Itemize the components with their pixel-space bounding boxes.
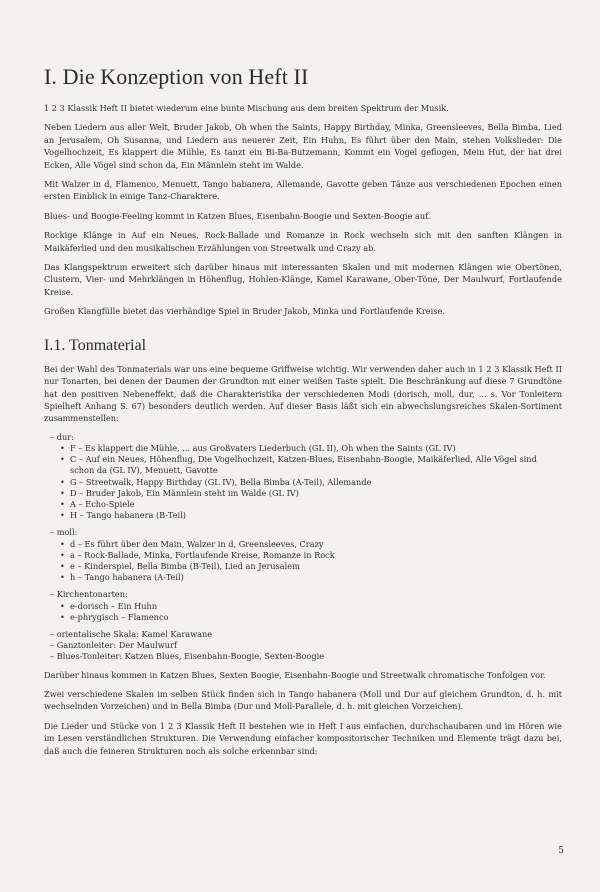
mode-blues xyxy=(44,651,562,662)
scale-item: • D – Bruder Jakob, Ein Männlein steht im Walde (GL IV) xyxy=(50,488,562,499)
mode-label: – orientalische Skala: Kamel Karawane xyxy=(50,629,212,639)
mode-ganzton xyxy=(44,640,562,651)
mode-label: – Kirchentonarten: xyxy=(50,589,128,599)
scale-list xyxy=(50,601,562,623)
scale-item: • G – Streetwalk, Happy Birthday (GL IV), Bella Bimba (A-Teil), Allemande xyxy=(50,477,562,488)
scale-item: • C – Auf ein Neues, Höhenflug, Die Vogelhochzeit, Katzen-Blues, Eisenbahn-Boogie, Maikäferlied, Alle Vögel sind schon da (GL IV), Menuett, Gavotte xyxy=(50,454,562,476)
intro-paragraph-6: Das Klangspektrum erweitert sich darüber hinaus mit interessanten Skalen und mit modernen Klängen wie Obertönen, Clustern, Vier- und Mehrklängen in Höhenflug, Hohlen-Klänge, Kamel Karawane, Ober-Töne, Der Maulwurf, Fortlaufende Kreise. xyxy=(44,262,562,297)
mode-label: – moll: xyxy=(50,527,77,537)
mode-orientalisch xyxy=(44,629,562,640)
scale-item: • e – Kinderspiel, Bella Bimba (B-Teil), Lied an Jerusalem xyxy=(50,561,562,572)
mode-label: – Ganztonleiter: Der Maulwurf xyxy=(50,640,177,650)
tonmaterial-paragraph: Bei der Wahl des Tonmaterials war uns eine bequeme Griffweise wichtig. Wir verwenden daher auch in 1 2 3 Klassik Heft II nur Tonarten, bei denen der Daumen der Grundton mit einer weißen Taste spielt. Die Beschränkung auf diese 7 Grundtöne hat den positiven Nebeneffekt, daß die Charakteristika der verschiedenen Modi (dorisch, moll, dur, ... s. Vor Tonleitern Spielheft Anhang S. 67) besonders deutlich werden. Auf dieser Basis läßt sich ein abwechslungsreiches Skalen-Sortiment zusammenstellen: xyxy=(44,363,562,424)
mode-dur xyxy=(44,432,562,522)
scale-item: • h – Tango habanera (A-Teil) xyxy=(50,572,562,583)
intro-paragraph-5: Rockige Klänge in Auf ein Neues, Rock-Ballade und Romanze in Rock wechseln sich mit den sanften Klängen in Maikäferlied und den musikalischen Erzählungen von Streetwalk und Crazy ab. xyxy=(44,230,562,253)
mode-kirchentonarten xyxy=(44,589,562,623)
chapter-heading: I. Die Konzeption von Heft II xyxy=(44,64,309,89)
intro-paragraph-1: 1 2 3 Klassik Heft II bietet wiederum eine bunte Mischung aus dem breiten Spektrum der Musik. xyxy=(44,103,449,113)
scale-item: • e-dorisch – Ein Huhn xyxy=(50,601,562,612)
mode-label: – Blues-Tonleiter: Katzen Blues, Eisenbahn-Boogie, Sexten-Boogie xyxy=(50,651,324,661)
section-heading: I.1. Tonmaterial xyxy=(44,336,147,354)
scale-item: • H – Tango habanera (B-Teil) xyxy=(50,510,562,521)
scale-item: • a – Rock-Ballade, Minka, Fortlaufende Kreise, Romanze in Rock xyxy=(50,550,562,561)
scale-item: • F – Es klappert die Mühle, ... aus Großvaters Liederbuch (GL II), Oh when the Saints (GL IV) xyxy=(50,443,562,454)
outro-paragraph-3: Die Lieder und Stücke von 1 2 3 Klassik Heft II bestehen wie in Heft I aus einfachen, durchschaubaren und im Hören wie im Lesen verständlichen Strukturen. Die Verwendung einfacher kompositorischer Techniken und Elemente trägt dazu bei, daß auch die feineren Strukturen noch als solche erkennbar sind: xyxy=(44,720,562,756)
scale-item: • A – Echo-Spiele xyxy=(50,499,562,510)
page-number: 5 xyxy=(558,846,564,856)
scale-list xyxy=(50,443,562,521)
mode-list xyxy=(44,432,562,663)
intro-paragraph-4: Blues- und Boogie-Feeling kommt in Katzen Blues, Eisenbahn-Boogie und Sexten-Boogie auf. xyxy=(44,210,431,221)
scale-item: • d – Es führt über den Main, Walzer in d, Greensleeves, Crazy xyxy=(50,539,562,550)
mode-label: – dur: xyxy=(50,432,74,442)
intro-paragraph-2: Neben Liedern aus aller Welt, Bruder Jakob, Oh when the Saints, Happy Birthday, Minka, Greensleeves, Bella Bimba, Lied an Jerusalem, Oh Susanna, und Liedern aus neuerer Zeit, Ein Huhn, Es führt über den Main, stehen Volkslieder: Die Vogelhochzeit, Es klappert die Mühle, Es tanzt ein Bi-Ba-Butzemann, Kommt ein Vogel geflogen, Mein Hut, der hat drei Ecken, Alle Vögel sind schon da, Ein Männlein steht im Walde. xyxy=(44,122,562,170)
mode-moll xyxy=(44,527,562,583)
outro-paragraph-1: Darüber hinaus kommen in Katzen Blues, Sexten Boogie, Eisenbahn-Boogie und Streetwalk chromatische Tonfolgen vor. xyxy=(44,669,546,680)
scale-list xyxy=(50,539,562,584)
page-content xyxy=(44,64,562,764)
outro-paragraph-2: Zwei verschiedene Skalen im selben Stück finden sich in Tango habanera (Moll und Dur auf gleichem Grundton, d. h. mit wechselnden Vorzeichen) und in Bella Bimba (Dur und Moll-Parallele, d. h. mit gleichen Vorzeichen). xyxy=(44,688,562,712)
intro-paragraph-3: Mit Walzer in d, Flamenco, Menuett, Tango habanera, Allemande, Gavotte geben Tänze aus verschiedenen Epochen einen ersten Einblick in einige Tanz-Charaktere. xyxy=(44,179,562,202)
scale-item: • e-phrygisch – Flamenco xyxy=(50,612,562,623)
intro-paragraph-7: Großen Klangfülle bietet das vierhändige Spiel in Bruder Jakob, Minka und Fortlaufende Kreise. xyxy=(44,306,445,317)
